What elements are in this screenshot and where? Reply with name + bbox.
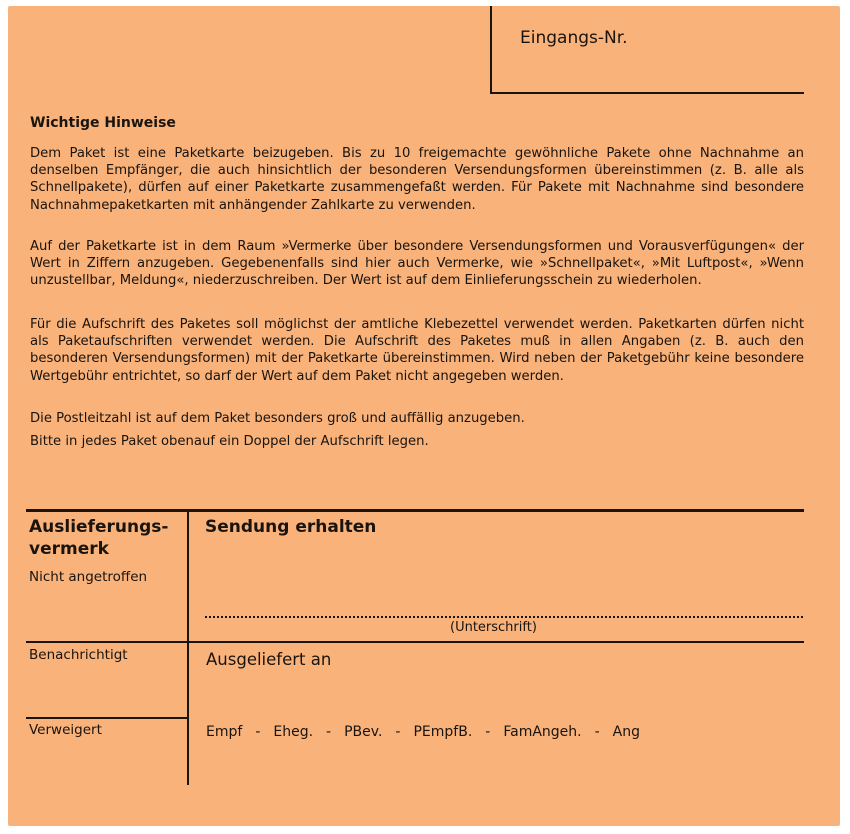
auslieferungsvermerk-title-2: vermerk [29, 539, 109, 559]
relation-separator: - [395, 724, 401, 740]
hinweis-paragraph-3: Für die Aufschrift des Paketes soll möglichst der amtliche Klebezettel verwendet werden. Paketkarten dürfen nicht als Paketaufschriften verwendet werden. Die Aufschrift des Paketes muß in allen Angaben (z. B. auch den besonderen Versendungsformen) mit der Paketkarte übereinstimmen. Wird neben der Paketgebühr keine besondere Wertgebühr entrichtet, so darf der Wert auf dem Paket nicht angegeben werden. [30, 317, 804, 384]
ausgeliefert-an-label: Ausgeliefert an [206, 650, 332, 669]
benachrichtigt-label: Benachrichtigt [29, 647, 128, 663]
hinweis-paragraph-2: Auf der Paketkarte ist in dem Raum »Vermerke über besondere Versendungsformen und Vorausverfügungen« der Wert in Ziffern anzugeben. Gegebenenfalls sind hier auch Vermerke, wie »Schnellpaket«, »Mit Luftpost«, »Wenn unzustellbar, Meldung«, niederzuschreiben. Der Wert ist auf dem Einlieferungsschein zu wiederholen. [30, 239, 804, 289]
nicht-angetroffen-label: Nicht angetroffen [29, 569, 148, 585]
verweigert-label: Verweigert [29, 722, 102, 738]
sendung-erhalten-title: Sendung erhalten [205, 517, 377, 537]
relation-empf[interactable]: Empf [206, 724, 243, 740]
form-top-rule [26, 509, 804, 512]
relation-ang[interactable]: Ang [612, 724, 641, 740]
eingangs-nr-label: Eingangs-Nr. [520, 28, 628, 48]
relation-separator: - [485, 724, 491, 740]
signature-label: (Unterschrift) [450, 620, 537, 635]
form-left-rule [26, 717, 187, 719]
relation-pempfb[interactable]: PEmpfB. [413, 724, 473, 740]
form-middle-rule [26, 641, 804, 643]
hinweis-paragraph-4: Die Postleitzahl ist auf dem Paket besonders groß und auffällig anzugeben. [30, 411, 525, 426]
relation-famangeh[interactable]: FamAngeh. [503, 724, 582, 740]
eingangs-nr-box [490, 6, 804, 94]
auslieferungsvermerk-title-1: Auslieferungs- [29, 517, 169, 537]
hinweis-paragraph-5: Bitte in jedes Paket obenauf ein Doppel der Aufschrift legen. [30, 434, 429, 449]
relation-separator: - [255, 724, 261, 740]
form-vertical-rule [187, 511, 189, 785]
relation-separator: - [326, 724, 332, 740]
hinweis-paragraph-1: Dem Paket ist eine Paketkarte beizugeben. Bis zu 10 freigemachte gewöhnliche Pakete ohne Nachnahme an denselben Empfänger, die auch hinsichtlich der besonderen Versendungsformen übereinstimmen (z. B. alle als Schnellpakete), dürfen auf einer Paketkarte zusammengefaßt werden. Für Pakete mit Nachnahme sind besondere Nachnahmepaketkarten mit anhängender Zahlkarte zu verwenden. [30, 146, 804, 213]
recipient-relations [206, 724, 766, 740]
hinweise-title: Wichtige Hinweise [30, 115, 176, 131]
relation-eheg[interactable]: Eheg. [273, 724, 314, 740]
relation-pbev[interactable]: PBev. [344, 724, 383, 740]
relation-separator: - [594, 724, 600, 740]
signature-line[interactable] [205, 616, 803, 618]
